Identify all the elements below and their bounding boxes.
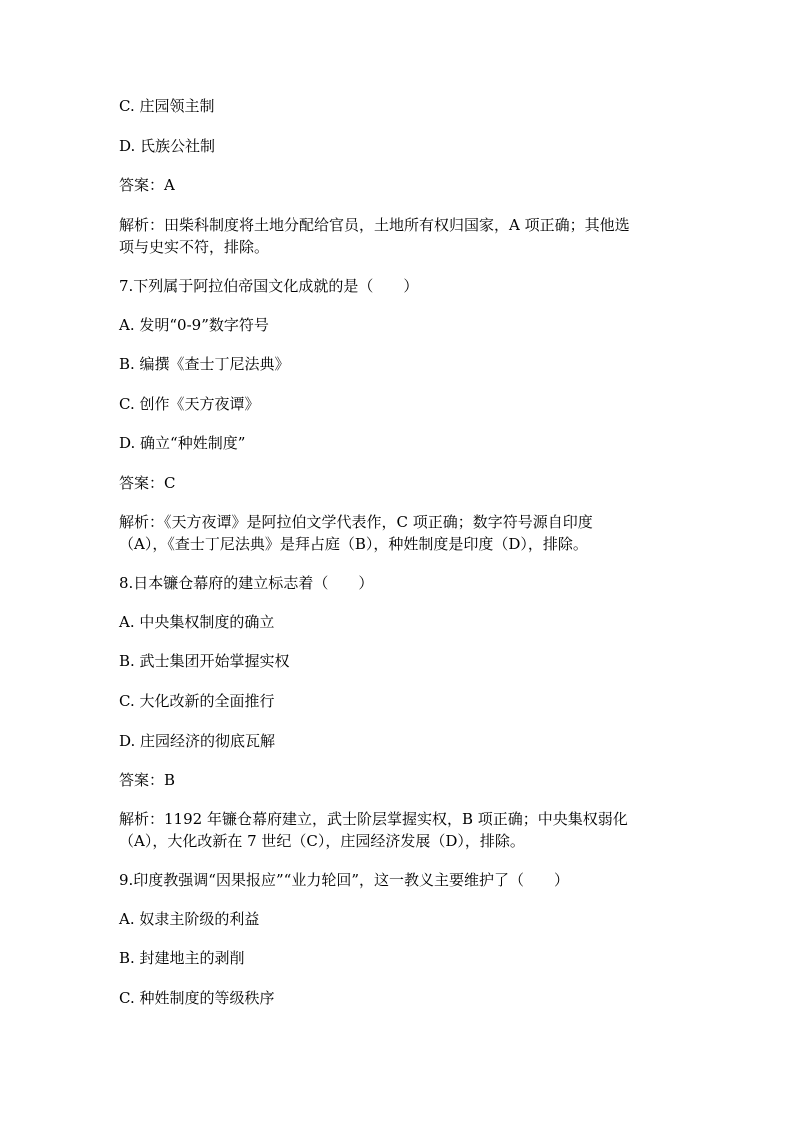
q9-option-a: A. 奴隶主阶级的利益	[119, 910, 260, 928]
q7-analysis-line-1: 解析：《天方夜谭》是阿拉伯文学代表作，C 项正确；数字符号源自印度	[119, 513, 593, 531]
q6-answer: 答案：A	[119, 176, 175, 194]
q8-option-d: D. 庄园经济的彻底瓦解	[119, 732, 276, 750]
q6-option-d: D. 氏族公社制	[119, 137, 216, 155]
q8-analysis-line-2: （A），大化改新在 7 世纪（C），庄园经济发展（D），排除。	[119, 832, 525, 850]
q8-option-b: B. 武士集团开始掌握实权	[119, 652, 290, 670]
q6-option-c: C. 庄园领主制	[119, 97, 215, 115]
q9-option-b: B. 封建地主的剥削	[119, 949, 245, 967]
q7-option-a: A. 发明“0-9”数字符号	[119, 316, 269, 334]
q6-analysis-line-1: 解析：田柴科制度将土地分配给官员，土地所有权归国家，A 项正确；其他选	[119, 216, 630, 234]
q7-answer: 答案：C	[119, 474, 176, 492]
q7-option-d: D. 确立“种姓制度”	[119, 434, 246, 452]
q7-analysis-line-2: （A），《查士丁尼法典》是拜占庭（B），种姓制度是印度（D），排除。	[119, 535, 588, 553]
q7-option-b: B. 编撰《查士丁尼法典》	[119, 355, 290, 373]
q8-analysis-line-1: 解析：1192 年镰仓幕府建立，武士阶层掌握实权，B 项正确；中央集权弱化	[119, 810, 628, 828]
q8-option-a: A. 中央集权制度的确立	[119, 613, 275, 631]
q8-stem: 8.日本镰仓幕府的建立标志着（ ）	[119, 574, 374, 592]
q8-answer: 答案：B	[119, 771, 176, 789]
q8-option-c: C. 大化改新的全面推行	[119, 692, 275, 710]
q9-stem: 9.印度教强调“因果报应”“业力轮回”，这一教义主要维护了（ ）	[119, 871, 569, 889]
q7-option-c: C. 创作《天方夜谭》	[119, 395, 260, 413]
q9-option-c: C. 种姓制度的等级秩序	[119, 989, 275, 1007]
q6-analysis-line-2: 项与史实不符，排除。	[119, 238, 270, 256]
q7-stem: 7.下列属于阿拉伯帝国文化成就的是（ ）	[119, 277, 419, 295]
